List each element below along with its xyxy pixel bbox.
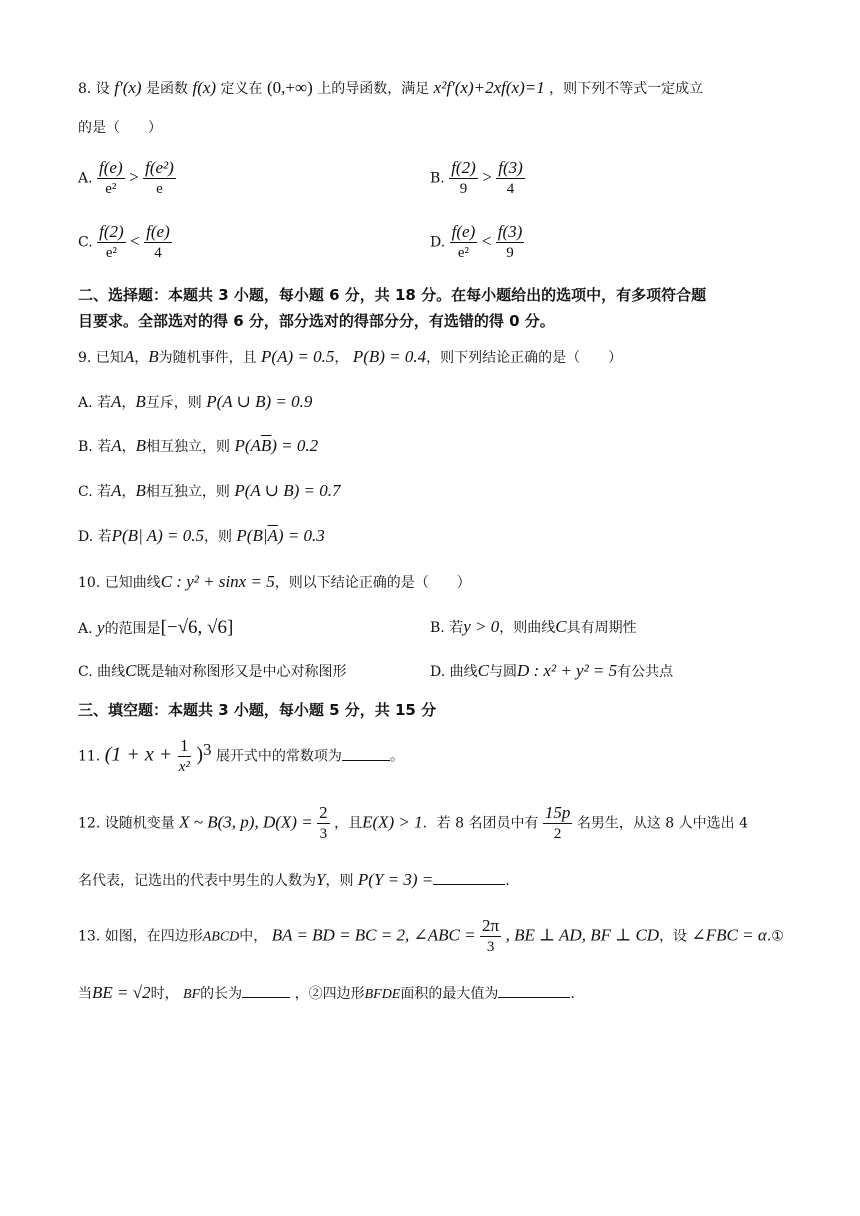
q10-option-a: A. y的范围是[−√6, √6] [78,617,234,638]
q13-line1: 13. 如图，在四边形ABCD中， BA = BD = BC = 2, ∠ABC = $\frac{2\pi}{3}$ , BE ⊥ AD, BF ⊥ CD，设 ∠FBC = α.① [78,916,784,955]
fraction: $\frac{\text{f(e²)}}{e}$ [145,158,174,197]
q9-stem: 9. 已知A，B为随机事件，且 P(A) = 0.5， P(B) = 0.4，则下列结论正确的是（ ） [78,347,623,366]
q10-option-c: C. 曲线C既是轴对称图形又是中心对称图形 [78,661,347,680]
fraction: $\frac{2}{3}$ [319,803,328,842]
q8-option-b: B. $\frac{f(2)}{9}$ > $\frac{f(3)}{4}$ [430,158,523,197]
fraction: $\frac{f(3)}{9}$ [497,222,523,261]
q9-option-c: C. 若A，B相互独立，则 P(A ∪ B) = 0.7 [78,481,341,500]
fraction: $\frac{f(e)}{\text{e²}}$ [99,158,123,197]
q10-option-d: D. 曲线C与圆D : x² + y² = 5有公共点 [430,661,674,680]
q9-option-d: D. 若P(B| A) = 0.5，则 $P(B|\overline{A}) = 0.3$ [78,526,325,545]
section2-heading-line1: 二、选择题：本题共 3 小题，每小题 6 分，共 18 分。在每小题给出的选项中，有多项符合题 [78,286,707,304]
fraction: $\frac{1}{\text{x²}}$ [178,736,190,775]
fraction: $\frac{2\pi}{3}$ [482,916,500,955]
answer-blank[interactable] [433,870,505,885]
answer-blank[interactable] [498,983,570,998]
answer-blank[interactable] [242,983,290,998]
q9-option-a: A. 若A，B互斥，则 P(A ∪ B) = 0.9 [78,392,313,411]
answer-blank[interactable] [342,746,390,761]
q12-line1: 12. 设随机变量 X ~ B(3, p), D(X) = $\frac{2}{3}$ ，且E(X) > 1．若 8 名团员中有 $\frac{15p}{2}$ 名男生，从这 8 人中选出 4 [78,803,749,842]
q8-stem-line1: 8. 设 f′(x) 是函数 f(x) 定义在 (0,+∞) 上的导函数，满足 x²f′(x)+2xf(x)=1 ，则下列不等式一定成立 [78,78,704,97]
q10-option-b: B. 若y > 0，则曲线C具有周期性 [430,617,637,636]
q10-stem: 10. 已知曲线C : y² + sinx = 5，则以下结论正确的是（ ） [78,572,471,591]
fraction: $\frac{15p}{2}$ [544,803,571,842]
q9-option-b: B. 若A，B相互独立，则 $P(A\overline{B}) = 0.2$ [78,436,319,455]
q8-stem-line2: 的是（ ） [78,120,162,136]
q12-line2: 名代表，记选出的代表中男生的人数为Y，则 P(Y = 3) = . [78,870,510,889]
section2-heading-line2: 目要求。全部选对的得 6 分，部分选对的得部分分，有选错的得 0 分。 [78,312,555,330]
q13-line2: 当BE = √2时， BF的长为 ，②四边形BFDE面积的最大值为 . [78,983,575,1002]
q8-option-c: C. $\frac{f(2)}{\text{e²}}$ < $\frac{f(e)}{4}$ [78,222,170,261]
section3-heading: 三、填空题：本题共 3 小题，每小题 5 分，共 15 分 [78,701,437,719]
fraction: $\frac{f(e)}{\text{e²}}$ [451,222,476,261]
fraction: $\frac{f(2)}{9}$ [451,158,476,197]
fraction: $\frac{f(2)}{\text{e²}}$ [99,222,124,261]
q8-option-d: D. $\frac{f(e)}{\text{e²}}$ < $\frac{f(3)}{9}$ [430,222,523,261]
q8-option-a: A. $\frac{f(e)}{\text{e²}}$ > $\frac{\text{f(e²)}}{e}$ [78,158,174,197]
fraction: $\frac{f(e)}{4}$ [146,222,170,261]
fraction: $\frac{f(3)}{4}$ [498,158,523,197]
q11: 11. (1 + x + $\frac{1}{\text{x²}}$ )$^3$ 展开式中的常数项为 。 [78,736,404,775]
